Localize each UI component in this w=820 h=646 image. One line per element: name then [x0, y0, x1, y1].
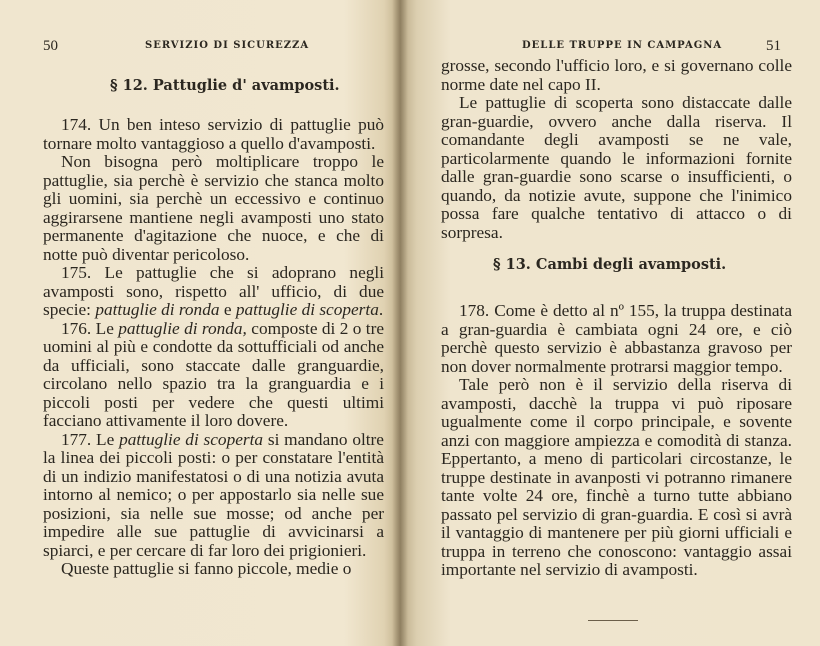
- left-text-block: [43, 116, 384, 579]
- paragraph-text: Le: [96, 429, 115, 449]
- left-header: [0, 38, 400, 54]
- section-title: § 13. Cambi degli avamposti.: [493, 256, 727, 273]
- paragraph-text: Come è detto al nº 155, la truppa destinata a gran-guardia è cambiata ogni 24 ore, e ciò perchè questo servizio è abbastanza gravoso per non dover normalmente protrarsi maggior tempo.: [441, 301, 792, 376]
- paragraph: [43, 264, 384, 320]
- paragraph-text: Le: [95, 318, 114, 338]
- paragraph-text: Queste pattuglie si fanno piccole, medie o: [61, 559, 352, 578]
- page-number: 50: [43, 38, 58, 54]
- paragraph-number: 176.: [61, 318, 92, 338]
- paragraph: [43, 560, 384, 579]
- italic-term: pattuglie di ronda: [95, 300, 220, 319]
- paragraph: [43, 153, 384, 264]
- paragraph: [43, 116, 384, 153]
- paragraph-text: grosse, secondo l'ufficio loro, e si governano colle norme date nel capo II.: [441, 56, 792, 94]
- italic-term: pattuglie di scoperta: [119, 429, 264, 449]
- paragraph-number: 177.: [61, 429, 92, 449]
- paragraph-text: si mandano oltre la linea dei piccoli posti: o per constatare l'entità di un indizio manifestatosi o di una notizia avuta intorno al nemico; o per appostarlo sia nelle sue posizioni, sia nelle sue mosse; od anche per impedire alle sue pattuglie di avvicinarsi a spiarci, e per cercare di far loro dei prigionieri.: [43, 429, 384, 560]
- paragraph-text: Le pattuglie che si adoprano negli avamposti sono, rispetto all' ufficio, di due specie:: [43, 263, 384, 319]
- page-number: 51: [766, 38, 781, 54]
- right-header: [400, 38, 820, 54]
- paragraph-text: Non bisogna però moltiplicare troppo le pattuglie, sia perchè è servizio che stanca molto gli uomini, sia perchè un eccessivo e continuo aggirarsene mantiene negli avamposti uno stato permanente d'agitazione che nuoce, e che di notte può diventar pericoloso.: [43, 152, 384, 264]
- paragraph-text: e: [223, 300, 232, 319]
- paragraph-text: .: [378, 300, 384, 319]
- italic-term: pattuglie di scoperta: [235, 300, 379, 319]
- section-title: § 12. Pattuglie d' avamposti.: [110, 77, 340, 94]
- paragraph: [43, 320, 384, 431]
- paragraph-number: 178.: [459, 301, 490, 320]
- running-head: DELLE TRUPPE IN CAMPAGNA: [522, 40, 723, 51]
- paragraph-text: Le pattuglie di scoperta sono distaccate dalle gran-guardie, ovvero anche dalla riserva. Il comandante degli avamposti se ne vale, particolarmente quando le informazioni fornite dalle gran-guardie sono scarse o insufficienti, o quando, da notizie avute, suppone che l'inimico possa fare qualche tentativo di attacco o di sorpresa.: [441, 93, 792, 242]
- running-head: SERVIZIO DI SICUREZZA: [145, 40, 310, 51]
- paragraph-number: 174.: [61, 115, 92, 134]
- paragraph: [441, 94, 792, 242]
- paragraph: [441, 376, 792, 580]
- right-text-block-bottom: [441, 302, 792, 580]
- book-gutter: [392, 0, 408, 646]
- paragraph: [43, 431, 384, 561]
- paragraph: [441, 302, 792, 376]
- right-text-block-top: [441, 57, 792, 242]
- paragraph-number: 175.: [61, 263, 92, 282]
- italic-term: pattuglie di ronda,: [118, 318, 247, 338]
- paragraph-text: Tale però non è il servizio della riserva di avamposti, dacchè la truppa vi può riposare ugualmente come il corpo principale, e sovente anzi con maggiore ampiezza e comodità di stanza. Eppertanto, a meno di particolari circostanze, le truppe destinate in avanposti vi potranno rimanere tante volte 24 ore, finchè a turno tutte abbiano passato pel servizio di gran-guardia. E così si avrà il vantaggio di mantenere per più giorni ufficiali e truppa in terreno che conoscono: vantaggio assai importante nel servizio di avamposti.: [441, 375, 792, 579]
- left-page: [0, 0, 400, 646]
- right-page: [400, 0, 820, 646]
- paragraph: [441, 57, 792, 94]
- closing-rule: [588, 620, 638, 621]
- paragraph-text: Un ben inteso servizio di pattuglie può tornare molto vantaggioso a quello d'avamposti.: [43, 115, 384, 153]
- paragraph-text: composte di 2 o tre uomini al più e condotte da sottufficiali od anche da ufficiali, sono staccate dalle granguardie, circolano nello spazio tra la granguardia e i piccoli posti per vedere che questi ultimi facciano attivamente il loro dovere.: [43, 318, 384, 430]
